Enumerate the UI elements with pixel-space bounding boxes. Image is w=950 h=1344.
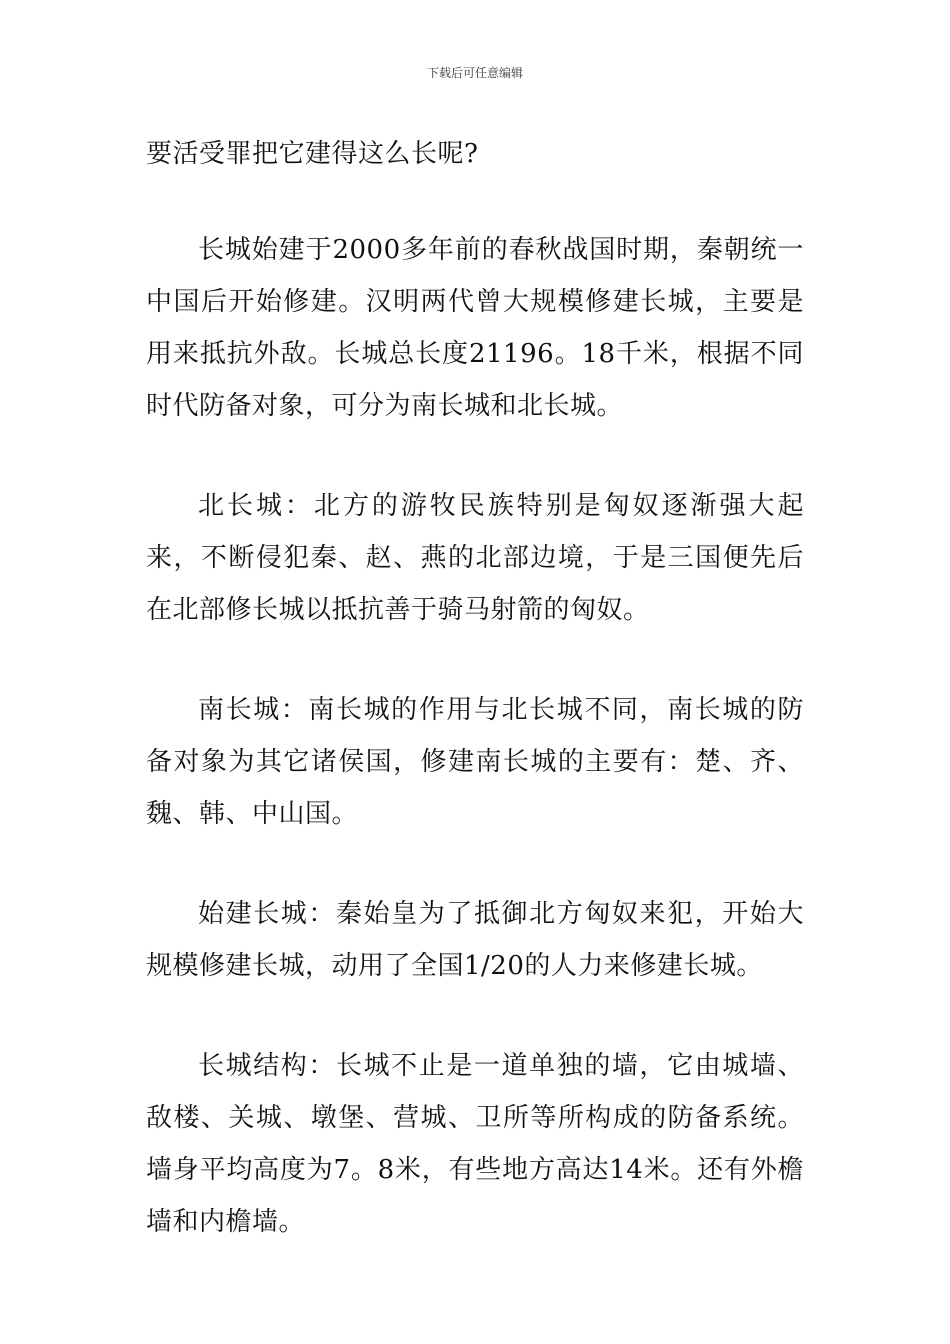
paragraph-wall-structure: 长城结构：长城不止是一道单独的墙，它由城墙、敌楼、关城、墩堡、营城、卫所等所构成的防备系统。墙身平均高度为7。8米，有些地方高达14米。还有外檐墙和内檐墙。 — [146, 1051, 804, 1237]
document-body — [146, 128, 804, 1296]
paragraph-south-wall: 南长城：南长城的作用与北长城不同，南长城的防备对象为其它诸侯国，修建南长城的主要有：楚、齐、魏、韩、中山国。 — [146, 695, 804, 829]
paragraph-north-wall: 北长城：北方的游牧民族特别是匈奴逐渐强大起来，不断侵犯秦、赵、燕的北部边境，于是三国便先后在北部修长城以抵抗善于骑马射箭的匈奴。 — [146, 491, 804, 625]
paragraph-continuation: 要活受罪把它建得这么长呢? — [146, 139, 479, 169]
page-header: 下载后可任意编辑 — [426, 66, 523, 80]
paragraph-great-wall-intro: 长城始建于2000多年前的春秋战国时期，秦朝统一中国后开始修建。汉明两代曾大规模修建长城，主要是用来抵抗外敌。长城总长度21196。18千米，根据不同时代防备对象，可分为南长城和北长城。 — [146, 235, 804, 421]
paragraph-first-construction: 始建长城：秦始皇为了抵御北方匈奴来犯，开始大规模修建长城，动用了全国1/20的人力来修建长城。 — [146, 899, 804, 981]
